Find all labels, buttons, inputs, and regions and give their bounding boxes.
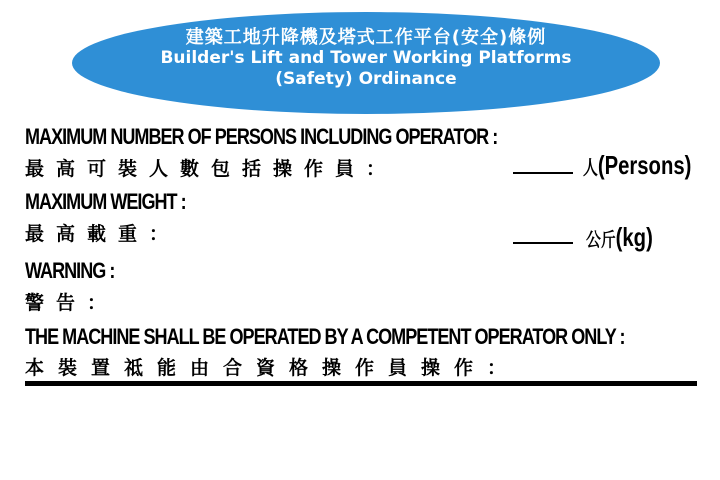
title-english-line2: (Safety) Ordinance	[275, 69, 457, 89]
header-title	[72, 28, 660, 90]
persons-value-blank	[513, 172, 573, 174]
persons-label-zh: 最高可裝人數包括操作員：	[25, 158, 398, 180]
weight-label-zh: 最高載重：	[25, 223, 181, 245]
title-chinese: 建築工地升降機及塔式工作平台(安全)條例	[185, 27, 547, 48]
weight-unit	[586, 222, 653, 253]
notice-text-en: THE MACHINE SHALL BE OPERATED BY A COMPETENT OPERATOR ONLY :	[25, 324, 625, 349]
weight-label-en: MAXIMUM WEIGHT :	[25, 189, 186, 214]
title-english-line1: Builder's Lift and Tower Working Platforms	[160, 48, 572, 68]
notice-text-zh: 本裝置祗能由合資格操作員操作：	[25, 357, 521, 379]
weight-value-blank	[513, 242, 573, 244]
warning-label-zh: 警告：	[25, 292, 119, 314]
warning-label-en: WARNING :	[25, 258, 115, 283]
persons-unit-zh: 人	[583, 157, 598, 179]
weight-unit-zh: 公斤	[586, 229, 616, 251]
bottom-rule	[25, 381, 697, 386]
persons-unit-en: (Persons)	[597, 150, 692, 180]
persons-label-en: MAXIMUM NUMBER OF PERSONS INCLUDING OPERATOR :	[25, 124, 498, 149]
persons-unit	[583, 150, 691, 181]
weight-unit-en: (kg)	[615, 222, 653, 252]
